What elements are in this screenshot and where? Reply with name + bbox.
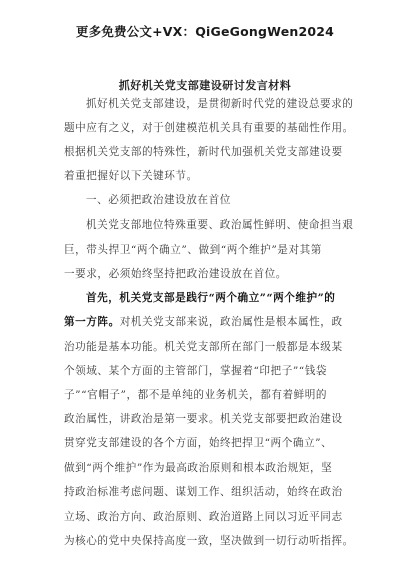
intro-line: 题中应有之义，对于创建模范机关具有重要的基础性作用。	[64, 122, 354, 134]
section-line: 巨，带头捍卫“两个确立”、做到“两个维护”是对其第	[64, 244, 322, 256]
point-line-text: 对机关党支部来说，政治属性是根本属性，政	[119, 316, 343, 328]
body-line: 个领域、某个方面的主管部门，掌握着“印把子”“钱袋	[64, 365, 328, 377]
intro-line: 抓好机关党支部建设，是贯彻新时代党的建设总要求的	[86, 98, 354, 110]
body-line: 治功能是基本功能。机关党支部所在部门一般都是本级某	[64, 341, 343, 353]
body-line: 做到“两个维护”作为最高政治原则和根本政治规矩，坚	[64, 462, 333, 474]
section-heading: 一、必须把政治建设放在首位	[86, 194, 231, 206]
watermark-header: 更多免费公文+VX：QiGeGongWen2024	[75, 24, 335, 39]
body-line: 为核心的党中央保持高度一致，坚决做到一切行动听指挥。	[64, 535, 354, 547]
body-line: 贯穿党支部建设的各个方面，始终把捍卫“两个确立”、	[64, 437, 333, 449]
body-line: 子”“官帽子”，都不是单纯的业务机关，都有着鲜明的	[64, 389, 328, 401]
intro-line: 着重把握好以下关键环节。	[64, 170, 198, 182]
body-line: 立场、政治方向、政治原则、政治道路上同以习近平同志	[64, 511, 343, 523]
section-line: 一要求，必须始终坚持把政治建设放在首位。	[64, 268, 287, 280]
point-heading-end: 第一方阵。	[64, 316, 120, 328]
body-line: 政治属性，讲政治是第一要求。机关党支部要把政治建设	[64, 413, 343, 425]
section-line: 机关党支部地位特殊重要、政治属性鲜明、使命担当艰	[86, 219, 354, 231]
intro-line: 根据机关党支部的特殊性，新时代加强机关党支部建设要	[64, 146, 343, 158]
document-title: 抓好机关党支部建设研讨发言材料	[118, 79, 292, 92]
point-line	[64, 315, 354, 329]
point-heading: 首先，机关党支部是践行“两个确立”“两个维护”的	[86, 292, 336, 304]
body-line: 持政治标准考虑问题、谋划工作、组织活动，始终在政治	[64, 486, 343, 498]
